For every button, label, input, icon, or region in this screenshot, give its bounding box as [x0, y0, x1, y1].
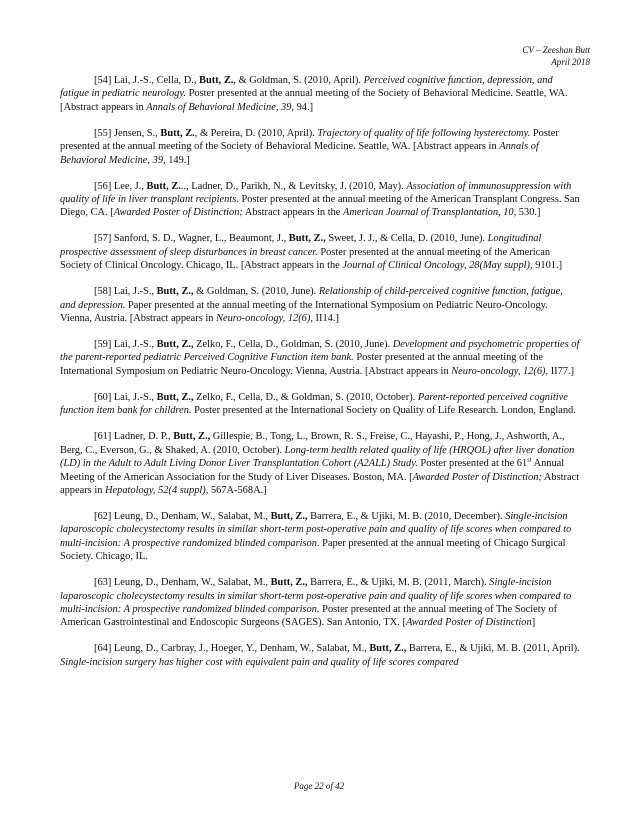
- citation-entry: [60, 232, 580, 272]
- citation-text: [56] Lee, J.,: [94, 180, 147, 192]
- citation-text: 530.]: [516, 207, 541, 219]
- author-highlight: Butt, Z.,: [156, 339, 194, 351]
- citation-entry: [60, 576, 580, 630]
- citation-entry: [60, 127, 580, 167]
- citation-text: Poster presented at the annual meeting of the American Society of Clinical Oncology. Chicago, IL. [Abstract appears in the: [60, 246, 551, 272]
- citation-text: [60] Lai, J.-S.,: [94, 391, 157, 403]
- citation-italic: Single-incision laparoscopic cholecystectomy results in similar short-term post-operative pain and quality of life scores when compared to multi-incision: A prospective randomized blinded comparison.: [60, 577, 572, 615]
- page-number: Page 22 of 42: [293, 781, 345, 791]
- citation-text: II14.]: [312, 313, 339, 325]
- citation-entry: [60, 285, 580, 325]
- author-highlight: Butt, Z.: [146, 180, 181, 192]
- citation-text: 94.]: [294, 101, 314, 113]
- citation-text: [62] Leung, D., Denham, W., Salabat, M.,: [94, 510, 271, 522]
- citation-italic: Parent-reported perceived cognitive function item bank for children.: [60, 391, 568, 417]
- citation-text: ]: [531, 617, 536, 629]
- citation-italic: American Journal of Transplantation, 10,: [343, 207, 517, 219]
- citation-text: Zelko, F., Cella, D., Goldman, S. (2010, June).: [193, 339, 393, 351]
- citation-text: Poster presented at the International Society on Quality of Life Research. London, England.: [191, 405, 576, 417]
- citation-text: [63] Leung, D., Denham, W., Salabat, M.,: [94, 577, 271, 589]
- author-highlight: Butt, Z.,: [270, 510, 308, 522]
- citation-italic: Journal of Clinical Oncology, 28(May suppl),: [342, 260, 533, 272]
- citation-text: .., Ladner, D., Parikh, N., & Levitsky, J. (2010, May).: [180, 180, 407, 192]
- citation-text: Abstract appears in: [60, 471, 580, 496]
- citation-italic: Single-incision surgery has higher cost with equivalent pain and quality of life scores compared: [60, 656, 459, 668]
- citation-text: Poster presented at the annual meeting of the American Transplant Congress. San Diego, CA. [: [60, 194, 580, 219]
- author-highlight: Butt, Z.: [199, 75, 234, 86]
- citation-text: Poster presented at the annual meeting of the Society of Behavioral Medicine. Seattle, WA. [Abstract appears in: [60, 127, 559, 153]
- citation-entry: [60, 510, 580, 564]
- citation-text: , & Pereira, D. (2010, April).: [194, 127, 318, 139]
- citation-entry: [60, 430, 580, 497]
- citation-text: Barrera, E., & Ujiki, M. B. (2011, April).: [406, 643, 580, 655]
- citation-italic: Association of immunosuppression with quality of life in liver transplant recipients.: [60, 180, 572, 206]
- citation-text: Paper presented at the annual meeting of the International Symposium on Pediatric Neuro-Oncology. Vienna, Austria. [Abstract appears in: [60, 299, 548, 325]
- citation-text: [64] Leung, D., Carbray, J., Hoeger, Y., Denham, W., Salabat, M.,: [94, 643, 370, 655]
- header-date: April 2018: [551, 57, 590, 67]
- citation-text: , & Goldman, S. (2010, April).: [233, 75, 364, 86]
- citation-text: Poster presented at the 61: [417, 458, 528, 470]
- citation-text: [61] Ladner, D. P.,: [94, 431, 174, 443]
- citation-italic: Development and psychometric properties of the parent-reported pediatric Perceived Cognitive Function item bank.: [60, 339, 580, 364]
- citation-entry: [60, 180, 580, 220]
- author-highlight: Butt, Z.,: [156, 286, 194, 298]
- citation-text: & Goldman, S. (2010, June).: [193, 286, 319, 298]
- citation-italic: Longitudinal prospective assessment of sleep disturbances in breast cancer.: [60, 233, 542, 258]
- citation-text: Zelko, F., Cella, D., & Goldman, S. (2010, October).: [193, 391, 418, 403]
- citation-italic: Neuro-oncology, 12(6),: [216, 313, 313, 325]
- citation-italic: Awarded Poster of Distinction;: [113, 207, 243, 219]
- citation-entry: [60, 74, 580, 114]
- author-highlight: Butt, Z.,: [173, 431, 211, 443]
- citation-italic: Perceived cognitive function, depression, and fatigue in pediatric neurology.: [60, 75, 553, 100]
- author-highlight: Butt, Z.,: [156, 391, 194, 403]
- citation-text: 567A-568A.]: [208, 484, 267, 496]
- citation-italic: Awarded Poster of Distinction;: [412, 471, 542, 483]
- citation-text: Barrera, E., & Ujiki, M. B. (2010, December).: [307, 510, 506, 522]
- author-highlight: Butt, Z.: [160, 127, 195, 139]
- header-cv-name: CV – Zeeshan Butt: [522, 45, 590, 55]
- citation-text: II77.]: [548, 365, 575, 377]
- citation-italic: Awarded Poster of Distinction: [405, 617, 532, 629]
- citation-text: Poster presented at the annual meeting of the Society of Behavioral Medicine. Seattle, WA. [Abstract appears in: [60, 88, 568, 113]
- citation-italic: Relationship of child-perceived cognitive function, fatigue, and depression.: [60, 286, 563, 311]
- citation-text: [58] Lai, J.-S.,: [94, 286, 157, 298]
- author-highlight: Butt, Z.,: [369, 643, 407, 655]
- citation-entry: [60, 642, 580, 669]
- author-highlight: Butt, Z.,: [288, 233, 326, 245]
- citation-text: Barrera, E., & Ujiki, M. B. (2011, March).: [307, 577, 490, 589]
- citation-text: Poster presented at the annual meeting of The Society of American Gastrointestinal and Endoscopic Surgeons (SAGES). San Antonio, TX. [: [60, 603, 558, 629]
- citation-text: 149.]: [165, 154, 190, 166]
- citation-text: [54] Lai, J.-S., Cella, D.,: [94, 75, 200, 86]
- citation-italic: Annals of Behavioral Medicine, 39,: [146, 101, 295, 113]
- citation-entry: [60, 338, 580, 378]
- citation-text: Sweet, J. J., & Cella, D. (2010, June).: [325, 233, 488, 245]
- citation-entry: [60, 391, 580, 418]
- citation-italic: Annals of Behavioral Medicine, 39,: [60, 141, 539, 166]
- citation-text: Gillespie, B., Tong, L., Brown, R. S., Freise, C., Hayashi, P., Hong, J., Ashworth, A., Berg, C., Everson, G., & Shaked, A. (2010, October).: [60, 431, 565, 456]
- citation-list: [60, 74, 580, 682]
- citation-text: Poster presented at the annual meeting of the International Symposium on Pediatric Neuro-Oncology. Vienna, Austria. [Abstract appears in: [60, 352, 544, 377]
- citation-text: [57] Sanford, S. D., Wagner, L., Beaumont, J.,: [94, 233, 289, 245]
- ordinal-suffix: st: [527, 456, 532, 464]
- citation-italic: Long-term health related quality of life (HRQOL) after liver donation (LD) in the Adult to Adult Living Donor Liver Transplantation Cohort (A2ALL) Study.: [60, 444, 575, 470]
- citation-text: 9101.]: [532, 260, 563, 272]
- citation-italic: Trajectory of quality of life following hysterectomy.: [317, 127, 531, 139]
- citation-italic: Hepatology, 52(4 suppl),: [105, 484, 209, 496]
- page-header: [522, 44, 590, 68]
- author-highlight: Butt, Z.,: [270, 577, 308, 589]
- citation-italic: Single-incision laparoscopic cholecystectomy results in similar short-term post-operative pain and quality of life scores when compared to multi-incision: A prospective randomized blinded comparison.: [60, 510, 572, 549]
- citation-text: [55] Jensen, S.,: [94, 127, 161, 139]
- citation-text: Annual Meeting of the American Association for the Study of Liver Diseases. Boston, MA. [: [60, 458, 565, 483]
- citation-text: Abstract appears in the: [242, 207, 344, 219]
- citation-text: Paper presented at the annual meeting of Chicago Surgical Society. Chicago, IL.: [60, 537, 566, 563]
- citation-italic: Neuro-oncology, 12(6),: [451, 365, 549, 377]
- citation-text: [59] Lai, J.-S.,: [94, 339, 157, 351]
